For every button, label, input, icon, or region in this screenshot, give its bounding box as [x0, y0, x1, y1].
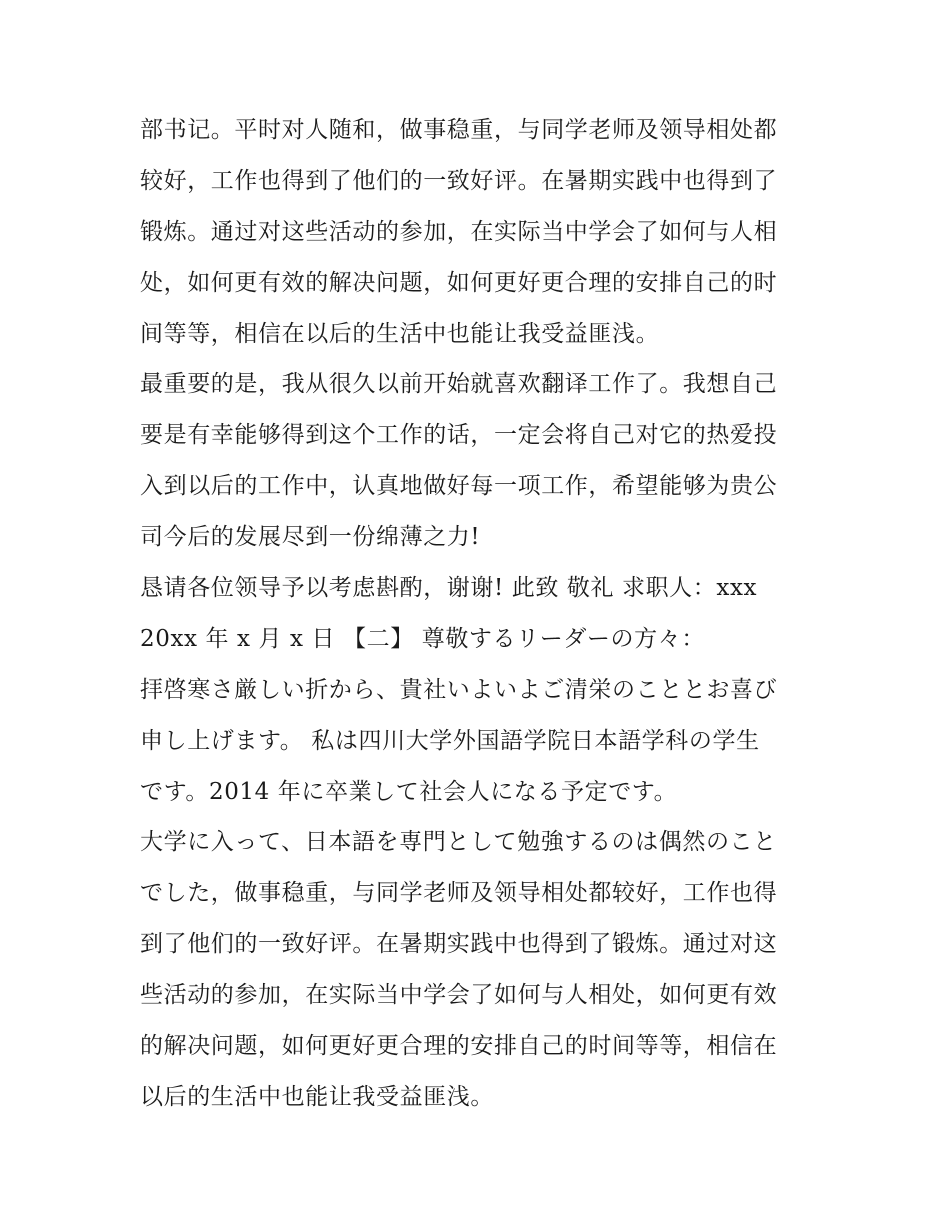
text-line: 拝啓寒さ厳しい折から、貴社いよいよご清栄のこととお喜び — [140, 676, 778, 703]
text-line: 到了他们的一致好评。在暑期实践中也得到了锻炼。通过对这 — [140, 931, 778, 958]
text-line: 部书记。平时对人随和，做事稳重，与同学老师及领导相处都 — [140, 117, 778, 143]
text-line: 大学に入って、日本語を専門として勉強するのは偶然のこと — [140, 829, 777, 856]
text-line: 恳请各位领导予以考虑斟酌，谢谢! 此致 敬礼 求职人：xxx — [140, 575, 758, 602]
text-line: 入到以后的工作中，认真地做好每一项工作，希望能够为贵公 — [140, 473, 778, 500]
document-body — [140, 105, 820, 1123]
text-line: 锻炼。通过对这些活动的参加，在实际当中学会了如何与人相 — [140, 218, 778, 245]
text-line: 较好，工作也得到了他们的一致好评。在暑期实践中也得到了 — [140, 167, 778, 194]
text-line: 申し上げます。 私は四川大学外国語学院日本語学科の学生 — [140, 727, 760, 754]
text-line: 间等等，相信在以后的生活中也能让我受益匪浅。 — [140, 320, 660, 347]
text-line: でした，做事稳重，与同学老师及领导相处都较好，工作也得 — [140, 880, 778, 907]
text-line: 20xx 年 x 月 x 日 【二】 尊敬するリーダーの方々： — [140, 625, 705, 652]
text-line: 最重要的是，我从很久以前开始就喜欢翻译工作了。我想自己 — [140, 371, 778, 398]
text-line: 处，如何更有效的解决问题，如何更好更合理的安排自己的时 — [140, 269, 778, 296]
text-line: 以后的生活中也能让我受益匪浅。 — [140, 1083, 494, 1110]
text-line: 的解决问题，如何更好更合理的安排自己的时间等等，相信在 — [140, 1033, 778, 1060]
text-line: です。2014 年に卒業して社会人になる予定です。 — [140, 778, 678, 805]
text-line: 些活动的参加，在实际当中学会了如何与人相处，如何更有效 — [140, 982, 778, 1009]
text-line: 司今后的发展尽到一份绵薄之力! — [140, 524, 481, 551]
text-line: 要是有幸能够得到这个工作的话，一定会将自己对它的热爱投 — [140, 422, 778, 449]
